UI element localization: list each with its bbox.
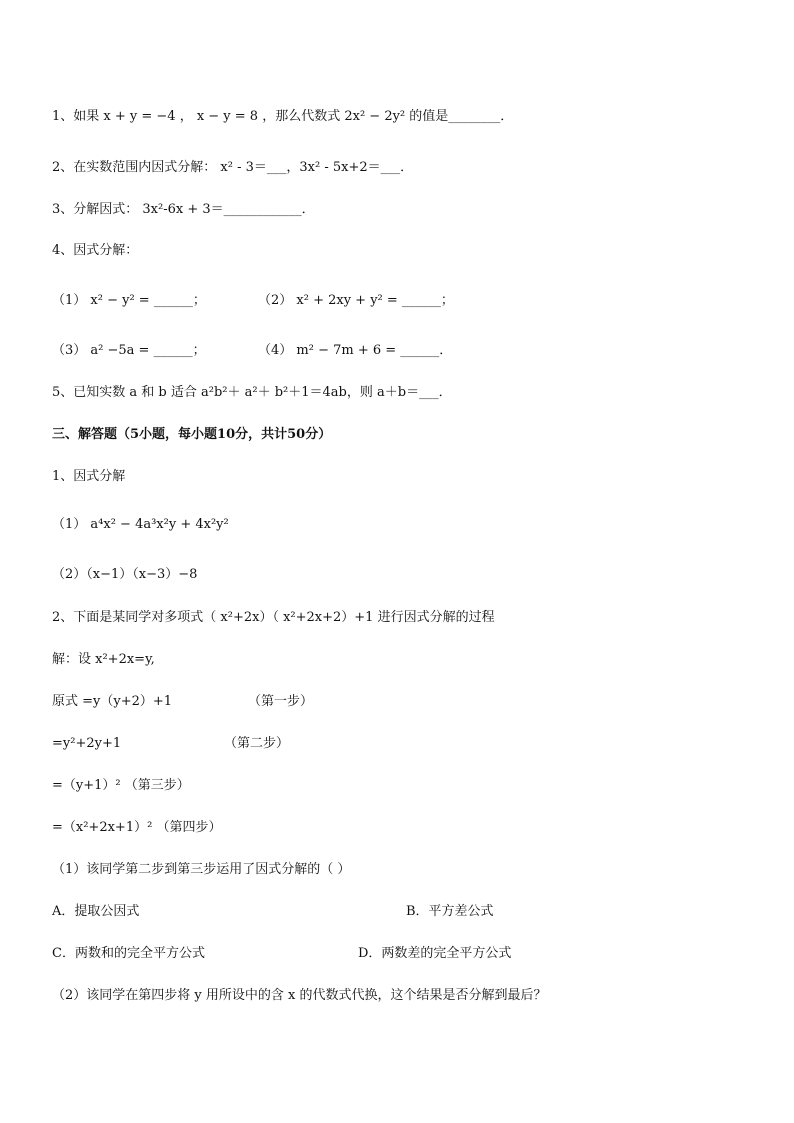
step-4: =（x²+2x+1）² （第四步）	[52, 820, 222, 835]
problem-2: 2、下面是某同学对多项式（ x²+2x）（ x²+2x+2）+1 进行因式分解的过程	[52, 610, 495, 625]
fill-q4-part4: （4） m² − 7m + 6 = ______．	[258, 343, 453, 358]
step-3: =（y+1）² （第三步）	[52, 778, 190, 793]
question-2-2: （2）该同学在第四步将 y 用所设中的含 x 的代数式代换，这个结果是否分解到最后？	[52, 988, 547, 1003]
fill-q4-part1: （1） x² − y² = ______；	[52, 293, 206, 308]
section-heading: 三、解答题（5小题，每小题10分，共计50分）	[52, 427, 332, 442]
fill-q4-part2: （2） x² + 2xy + y² = ______；	[258, 293, 454, 308]
step-2-tag: （第二步）	[224, 736, 290, 751]
fill-q3: 3、分解因式： 3x²-6x + 3＝____________．	[52, 202, 315, 217]
question-2-1: （1）该同学第二步到第三步运用了因式分解的（ ）	[52, 862, 351, 877]
option-d: D．两数差的完全平方公式	[358, 946, 512, 961]
option-a: A．提取公因式	[52, 904, 140, 919]
fill-q2: 2、在实数范围内因式分解： x² - 3＝___，3x² - 5x+2＝___．	[52, 160, 414, 175]
step-1-tag: （第一步）	[248, 694, 314, 709]
step-1: 原式 =y（y+2）+1	[52, 694, 173, 709]
solution-intro: 解：设 x²+2x=y,	[52, 652, 155, 667]
problem-1-part2: （2）（x−1）（x−3）−8	[52, 567, 198, 582]
step-2: =y²+2y+1	[52, 736, 122, 751]
fill-q1: 1、如果 x + y = −4 ， x − y = 8 ，那么代数式 2x² − 2y² 的值是________．	[52, 109, 514, 124]
problem-1-part1: （1） a⁴x² − 4a³x²y + 4x²y²	[52, 517, 229, 532]
option-b: B．平方差公式	[406, 904, 494, 919]
fill-q4: 4、因式分解：	[52, 243, 139, 258]
fill-q4-part3: （3） a² −5a = ______；	[52, 343, 206, 358]
option-c: C．两数和的完全平方公式	[52, 946, 205, 961]
fill-q5: 5、已知实数 a 和 b 适合 a²b²＋ a²＋ b²＋1＝4ab，则 a＋b＝___．	[52, 385, 452, 400]
problem-1: 1、因式分解	[52, 469, 126, 484]
